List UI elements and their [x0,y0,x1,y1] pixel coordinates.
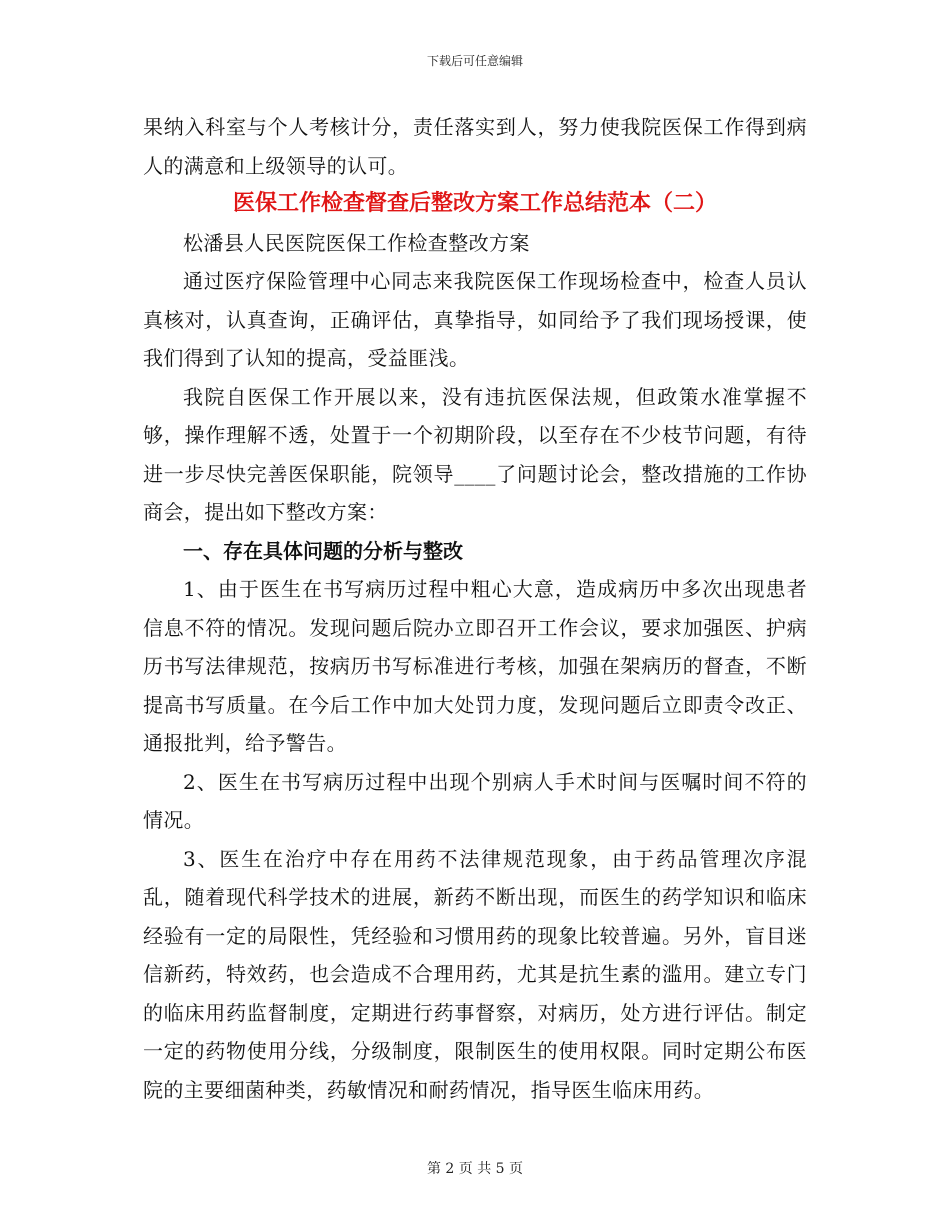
intro-paragraph: 果纳入科室与个人考核计分，责任落实到人，努力使我院医保工作得到病人的满意和上级领导的认可。 [143,115,807,178]
paragraph-inspection: 通过医疗保险管理中心同志来我院医保工作现场检查中，检查人员认真核对，认真查询，正确评估，真挚指导，如同给予了我们现场授课，使我们得到了认知的提高，受益匪浅。 [143,269,807,370]
list-item: 1、由于医生在书写病历过程中粗心大意，造成病历中多次出现患者信息不符的情况。发现问题后院办立即召开工作会议，要求加强医、护病历书写法律规范，按病历书写标准进行考核，加强在架病历的督查，不断提高书写质量。在今后工作中加大处罚力度，发现问题后立即责令改正、通报批判，给予警告。 [143,577,807,755]
list-item: 2、医生在书写病历过程中出现个别病人手术时间与医嘱时间不符的情况。 [143,769,807,832]
paragraph-background: 我院自医保工作开展以来，没有违抗医保法规，但政策水准掌握不够，操作理解不透，处置于一个初期阶段，以至存在不少枝节问题，有待进一步尽快完善医保职能，院领导____了问题讨论会，整改措施的工作协商会，提出如下整改方案： [143,384,807,524]
document-body [143,108,807,1109]
list-item: 3、医生在治疗中存在用药不法律规范现象，由于药品管理次序混乱，随着现代科学技术的进展，新药不断出现，而医生的药学知识和临床经验有一定的局限性，凭经验和习惯用药的现象比较普遍。另外，盲目迷信新药，特效药，也会造成不合理用药，尤其是抗生素的滥用。建立专门的临床用药监督制度，定期进行药事督察，对病历，处方进行评估。制定一定的药物使用分线，分级制度，限制医生的使用权限。同时定期公布医院的主要细菌种类，药敏情况和耐药情况，指导医生临床用药。 [143,846,807,1102]
document-title: 医保工作检查督查后整改方案工作总结范本（二） [232,191,717,216]
page-number: 第 2 页 共 5 页 [426,1161,524,1177]
document-subtitle: 松潘县人民医院医保工作检查整改方案 [183,230,530,255]
section-heading: 一、存在具体问题的分析与整改 [183,538,463,563]
page-header: 下载后可任意编辑 [426,54,523,68]
